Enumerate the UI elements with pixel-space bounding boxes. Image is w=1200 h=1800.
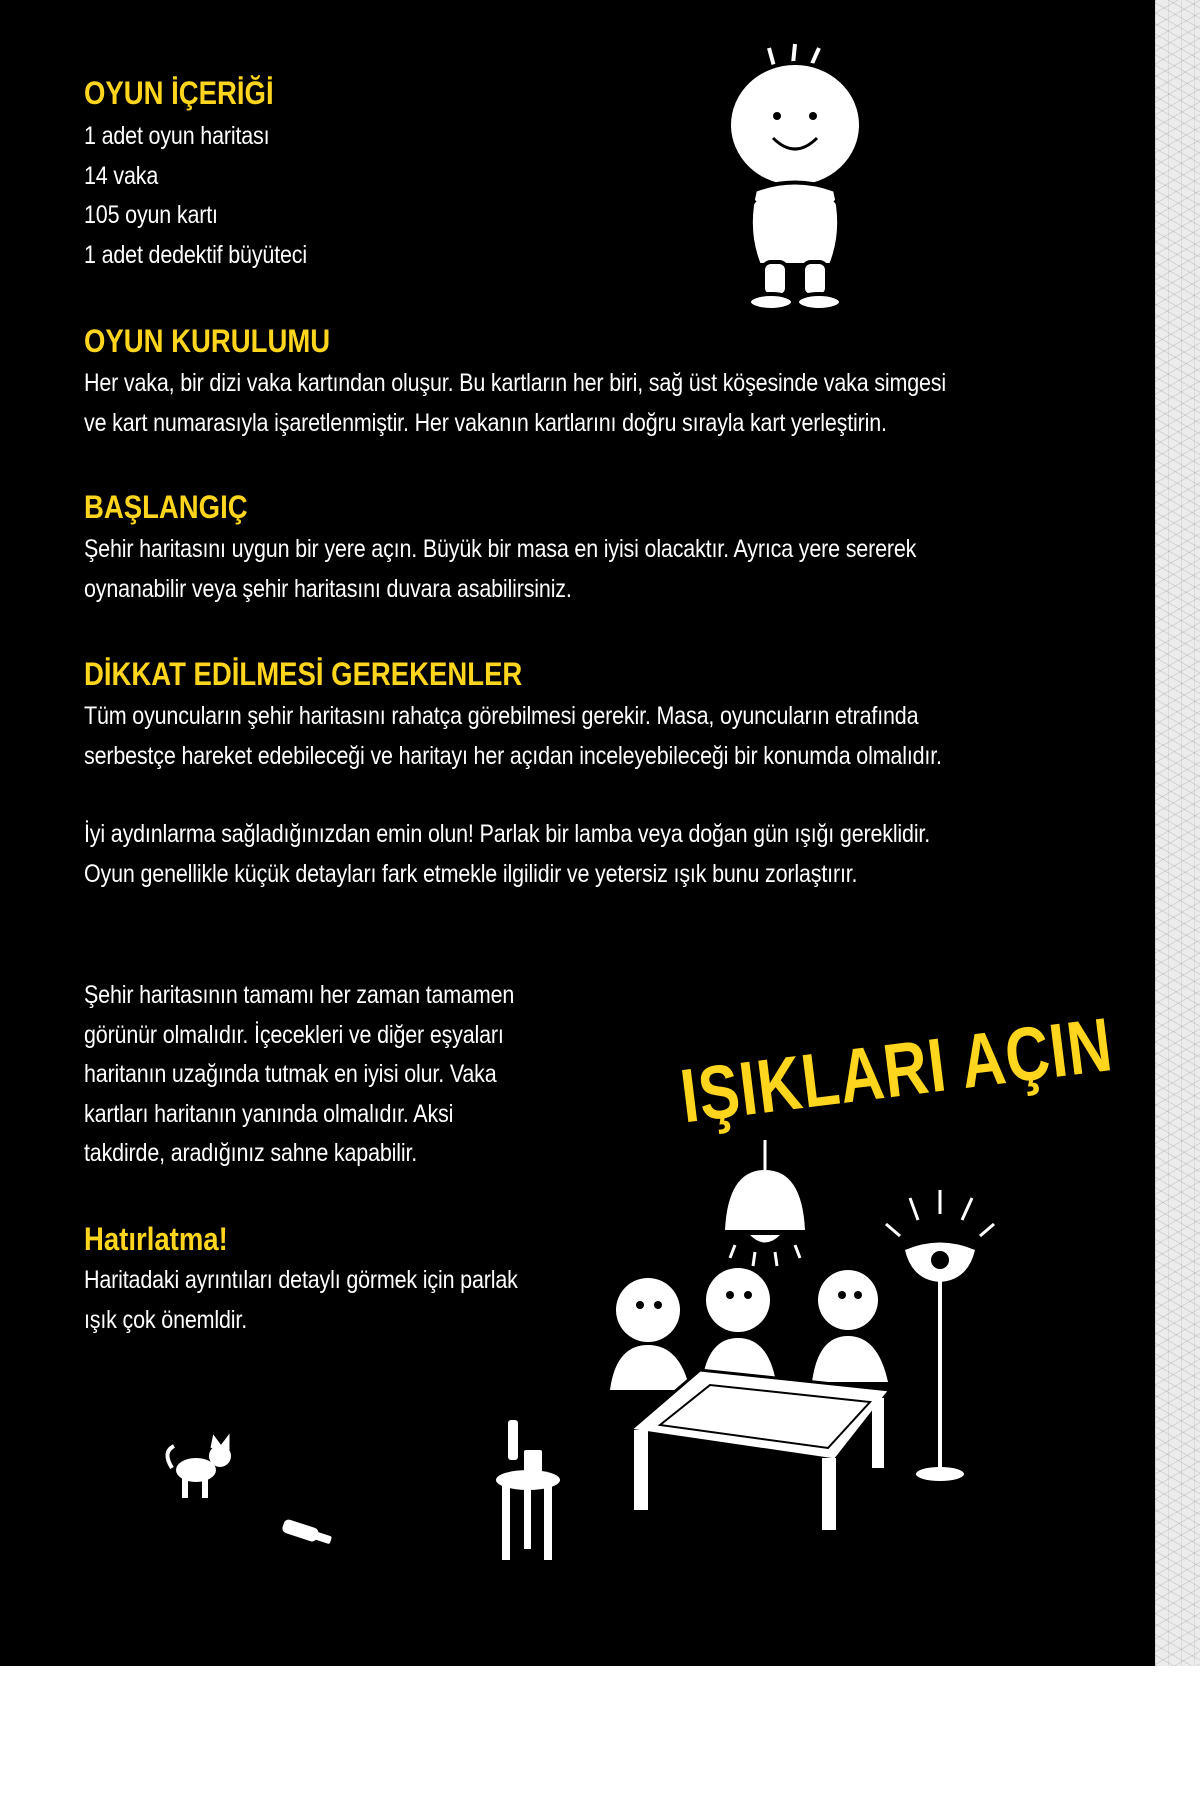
- cat-illustration: [160, 1432, 240, 1502]
- paragraph-line: Oyun genellikle küçük detayları fark etmekle ilgilidir ve yetersiz ışık bunu zorlaştırır.: [84, 859, 858, 888]
- paragraph-line: haritanın uzağında tutmak en iyisi olur. Vaka: [84, 1060, 497, 1088]
- paragraph-line: Her vaka, bir dizi vaka kartından oluşur. Bu kartların her biri, sağ üst köşesinde vaka simgesi: [84, 369, 946, 397]
- setup-paragraph: [84, 364, 1030, 443]
- attention-paragraph-1: [84, 697, 1030, 776]
- contents-heading: OYUN İÇERİĞİ: [84, 75, 274, 111]
- paragraph-line: Tüm oyuncuların şehir haritasını rahatça görebilmesi gerekir. Masa, oyuncuların etrafında: [84, 702, 919, 730]
- paragraph-line: Şehir haritasını uygun bir yere açın. Büyük bir masa en iyisi olacaktır. Ayrıca yere sererek: [84, 535, 917, 563]
- paragraph-line: ve kart numarasıyla işaretlenmiştir. Her vakanın kartlarını doğru sırayla kart yerleştirin.: [84, 408, 887, 437]
- visibility-paragraph: [84, 976, 630, 1174]
- paragraph-line: görünür olmalıdır. İçecekleri ve diğer eşyaları: [84, 1020, 504, 1049]
- stool-with-drinks-illustration: [488, 1415, 568, 1565]
- bottle-illustration: [278, 1518, 338, 1548]
- setup-heading: OYUN KURULUMU: [84, 323, 331, 359]
- detective-character-illustration: [715, 40, 895, 315]
- paragraph-line: Şehir haritasının tamamı her zaman tamamen: [84, 981, 515, 1009]
- paragraph-line: Haritadaki ayrıntıları detaylı görmek için parlak: [84, 1266, 518, 1294]
- paragraph-line: takdirde, aradığınız sahne kapabilir.: [84, 1139, 418, 1167]
- reminder-heading: Hatırlatma!: [84, 1221, 228, 1257]
- start-paragraph: [84, 530, 1030, 609]
- list-item: 1 adet oyun haritası: [84, 122, 270, 150]
- map-edge-strip: [1155, 0, 1200, 1666]
- paragraph-line: kartları haritanın yanında olmalıdır. Aksi: [84, 1099, 454, 1128]
- game-table-scene-illustration: [600, 1140, 1020, 1560]
- start-heading: BAŞLANGIÇ: [84, 489, 248, 525]
- attention-paragraph-2: [84, 815, 1030, 894]
- list-item: 1 adet dedektif büyüteci: [84, 240, 307, 269]
- contents-list: [84, 117, 566, 275]
- paragraph-line: İyi aydınlarma sağladığınızdan emin olun! Parlak bir lamba veya doğan gün ışığı gereklidir.: [84, 820, 931, 848]
- paragraph-line: serbestçe hareket edebileceği ve haritayı her açıdan inceleyebileceği bir konumda olmalıdır.: [84, 741, 942, 770]
- paragraph-line: oynanabilir veya şehir haritasını duvara asabilirsiniz.: [84, 574, 572, 603]
- reminder-paragraph: [84, 1261, 630, 1340]
- paragraph-line: ışık çok önemldir.: [84, 1305, 247, 1334]
- list-item: 14 vaka: [84, 161, 159, 190]
- list-item: 105 oyun kartı: [84, 201, 218, 229]
- attention-heading: DİKKAT EDİLMESİ GEREKENLER: [84, 656, 523, 692]
- lights-on-banner: IŞIKLARI AÇIN: [676, 1002, 1117, 1140]
